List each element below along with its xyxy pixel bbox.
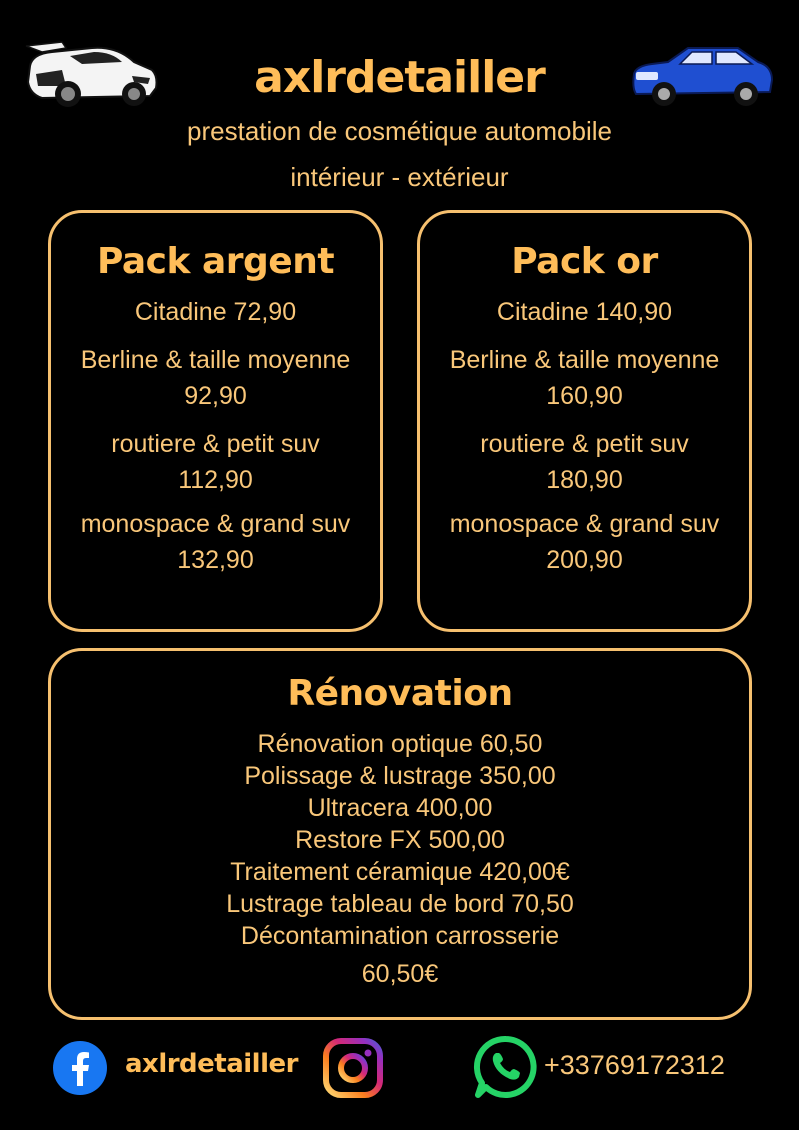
pack-item-price: 132,90 (177, 546, 254, 574)
pack-title: Pack argent (96, 241, 335, 282)
phone-number[interactable]: +33769172312 (544, 1050, 725, 1080)
renovation-item: Lustrage tableau de bord 70,50 (226, 890, 574, 918)
pack-item (51, 506, 380, 578)
pack-item (420, 342, 749, 414)
pack-item-price: 112,90 (178, 466, 253, 494)
renovation-item: Décontamination carrosserie (240, 922, 560, 950)
pack-item (420, 294, 749, 330)
pack-item (420, 426, 749, 498)
renovation-title: Rénovation (287, 673, 513, 714)
instagram-icon[interactable] (322, 1037, 384, 1099)
pack-item-label: routiere & petit suv (111, 430, 320, 458)
pack-item (51, 342, 380, 414)
pack-item (420, 506, 749, 578)
pack-item-label: Berline & taille moyenne (449, 346, 720, 374)
facebook-icon[interactable] (52, 1040, 108, 1096)
renovation-item: 60,50€ (361, 960, 439, 988)
pack-item-label: Berline & taille moyenne (80, 346, 351, 374)
social-handle[interactable]: axlrdetailler (125, 1049, 298, 1079)
pack-item-price: 180,90 (546, 466, 623, 494)
pack-item (51, 426, 380, 498)
renovation-item: Ultracera 400,00 (307, 794, 493, 822)
renovation-item: Traitement céramique 420,00€ (230, 858, 570, 886)
pack-title: Pack or (511, 241, 658, 282)
pack-argent-card (48, 210, 383, 632)
whatsapp-icon[interactable] (472, 1033, 540, 1101)
pack-or-card (417, 210, 752, 632)
pack-item-label: Citadine 72,90 (134, 298, 297, 326)
renovation-card (48, 648, 752, 1020)
pack-item-price: 200,90 (546, 546, 623, 574)
pack-item-label: Citadine 140,90 (496, 298, 673, 326)
renovation-item: Polissage & lustrage 350,00 (244, 762, 556, 790)
renovation-item: Rénovation optique 60,50 (257, 730, 543, 758)
pack-item-label: monospace & grand suv (449, 510, 720, 538)
pack-item-label: routiere & petit suv (480, 430, 689, 458)
pack-item-price: 160,90 (546, 382, 623, 410)
tagline-secondary: intérieur - extérieur (290, 162, 509, 192)
renovation-item: Restore FX 500,00 (295, 826, 505, 854)
pack-item (51, 294, 380, 330)
renovation-list (51, 728, 749, 990)
pack-item-label: monospace & grand suv (80, 510, 351, 538)
brand-title: axlrdetailler (254, 52, 545, 103)
tagline: prestation de cosmétique automobile (187, 116, 612, 146)
pack-item-price: 92,90 (184, 382, 247, 410)
